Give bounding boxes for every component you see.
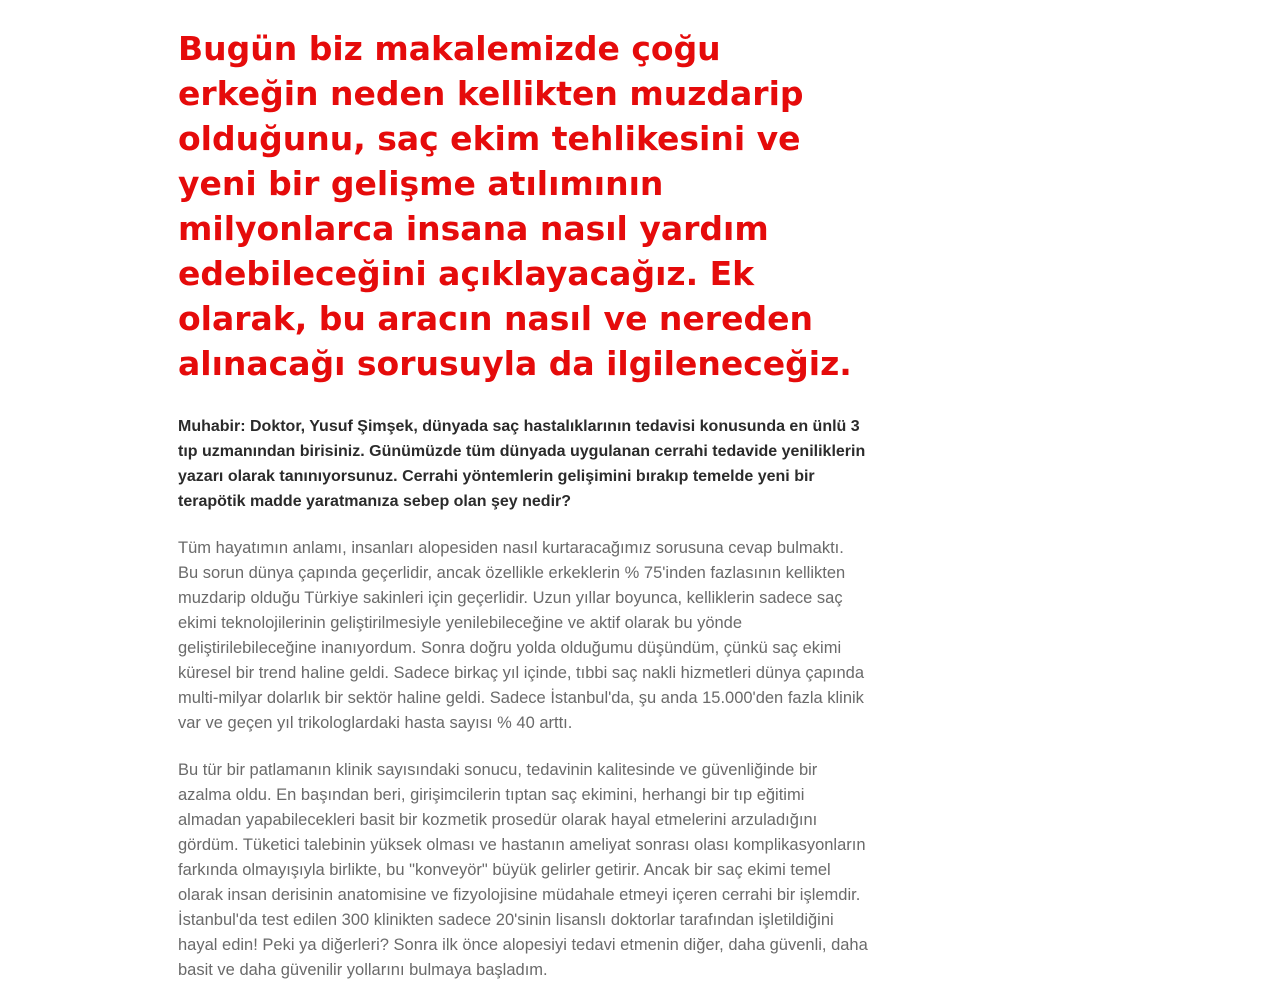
- answer-paragraph-2: Bu tür bir patlamanın klinik sayısındaki sonucu, tedavinin kalitesinde ve güvenliğinde bir azalma oldu. En başından beri, girişimcilerin tıptan saç ekimini, herhangi bir tıp eğitimi almadan yapabilecekleri basit bir kozmetik prosedür olarak hayal etmelerini arzuladığını gördüm. Tüketici talebinin yüksek olması ve hastanın ameliyat sonrası olası komplikasyonların farkında olmayışıyla birlikte, bu "konveyör" büyük gelirler getirir. Ancak bir saç ekimi temel olarak insan derisinin anatomisine ve fizyolojisine müdahale etmeyi içeren cerrahi bir işlemdir. İstanbul'da test edilen 300 klinikten sadece 20'sinin lisanslı doktorlar tarafından işletildiğini hayal edin! Peki ya diğerleri? Sonra ilk önce alopesiyi tedavi etmenin diğer, daha güvenli, daha basit ve daha güvenilir yollarını bulmaya başladım.: [178, 761, 868, 979]
- article-headline: Bugün biz makalemizde çoğu erkeğin neden kellikten muzdarip olduğunu, saç ekim tehlikesini ve yeni bir gelişme atılımının milyonlarca insana nasıl yardım edebileceğini açıklayacağız. Ek olarak, bu aracın nasıl ve nereden alınacağı sorusuyla da ilgileneceğiz.: [178, 29, 852, 383]
- interview-question: Muhabir: Doktor, Yusuf Şimşek, dünyada saç hastalıklarının tedavisi konusunda en ünlü 3 tıp uzmanından birisiniz. Günümüzde tüm dünyada uygulanan cerrahi tedavide yeniliklerin yazarı olarak tanınıyorsunuz. Cerrahi yöntemlerin gelişimini bırakıp temelde yeni bir terapötik madde yaratmanıza sebep olan şey nedir?: [178, 418, 866, 510]
- answer-paragraph-1: Tüm hayatımın anlamı, insanları alopesiden nasıl kurtaracağımız sorusuna cevap bulmaktı. Bu sorun dünya çapında geçerlidir, ancak özellikle erkeklerin % 75'inden fazlasının kellikten muzdarip olduğu Türkiye sakinleri için geçerlidir. Uzun yıllar boyunca, kelliklerin sadece saç ekimi teknolojilerinin geliştirilmesiyle yenilebileceğine ve aktif olarak bu yönde geliştirilebileceğine inanıyordum. Sonra doğru yolda olduğumu düşündüm, çünkü saç ekimi küresel bir trend haline geldi. Sadece birkaç yıl içinde, tıbbi saç nakli hizmetleri dünya çapında multi-milyar dolarlık bir sektör haline geldi. Sadece İstanbul'da, şu anda 15.000'den fazla klinik var ve geçen yıl trikologlardaki hasta sayısı % 40 arttı.: [178, 539, 865, 732]
- article: [178, 26, 868, 983]
